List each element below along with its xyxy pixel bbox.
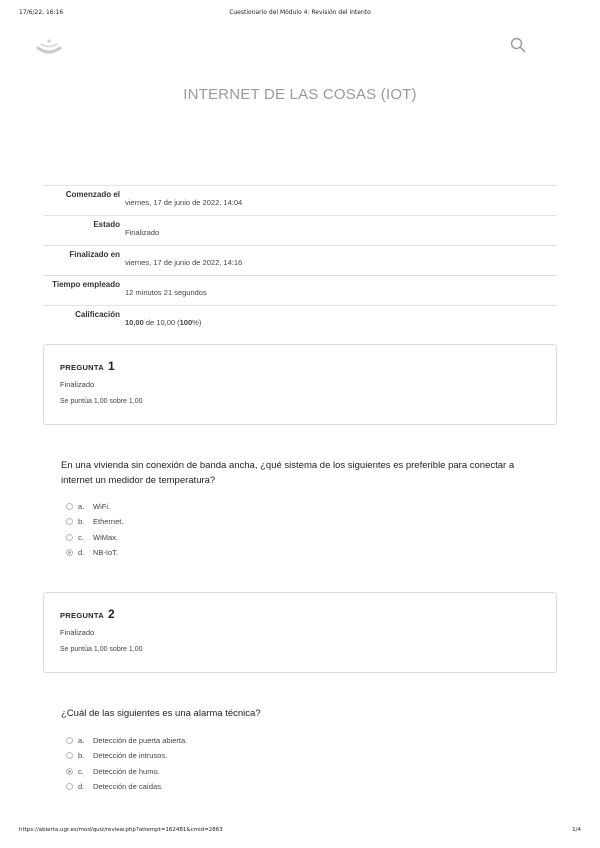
answer-letter: d.	[78, 782, 85, 792]
summary-row-grade	[43, 305, 557, 335]
print-doc-title: Cuestionario del Módulo 4: Revisión del intento	[229, 9, 371, 16]
answer-option[interactable]	[66, 530, 123, 545]
print-url: https://abierta.ugr.es/mod/quiz/review.php?attempt=162481&cmid=2863	[19, 827, 223, 833]
search-icon[interactable]	[510, 37, 526, 53]
answer-letter: a.	[78, 736, 85, 746]
radio-button[interactable]	[66, 737, 73, 744]
radio-button-selected[interactable]	[66, 768, 73, 775]
answer-text: NB-IoT.	[93, 548, 119, 558]
summary-row-state	[43, 215, 557, 245]
answer-option[interactable]	[66, 545, 123, 560]
question-word: PREGUNTA	[60, 363, 104, 372]
question-state: Finalizado	[60, 628, 95, 637]
radio-button[interactable]	[66, 503, 73, 510]
radio-button[interactable]	[66, 752, 73, 759]
answer-option[interactable]	[66, 764, 187, 779]
answer-option[interactable]	[66, 733, 187, 748]
question-text: ¿Cuál de las siguientes es una alarma técnica?	[61, 708, 261, 719]
answer-letter: c.	[78, 766, 84, 776]
answer-list	[66, 499, 123, 560]
summary-label: Calificación	[75, 310, 120, 319]
print-header	[19, 9, 581, 21]
question-number: 1	[107, 359, 115, 373]
answer-option[interactable]	[66, 499, 123, 514]
radio-button-selected[interactable]	[66, 549, 73, 556]
question-grade: Se puntúa 1,00 sobre 1,00	[60, 646, 143, 653]
print-page-number: 1/4	[572, 827, 581, 833]
summary-label: Estado	[93, 220, 120, 229]
summary-value: viernes, 17 de junio de 2022, 14:16	[125, 258, 243, 267]
summary-label: Finalizado en	[69, 250, 120, 259]
summary-row-started	[43, 185, 557, 215]
grade-percent: 100	[179, 318, 193, 327]
site-logo-icon[interactable]	[36, 36, 62, 58]
question-state: Finalizado	[60, 380, 95, 389]
answer-letter: a.	[78, 502, 85, 512]
print-footer	[19, 827, 581, 837]
answer-text: WiMax.	[93, 532, 118, 542]
answer-list	[66, 733, 187, 794]
question-word: PREGUNTA	[60, 611, 104, 620]
answer-text: Detección de humo.	[93, 766, 160, 776]
summary-label: Comenzado el	[65, 190, 120, 199]
question-text: En una vivienda sin conexión de banda ancha, ¿qué sistema de los siguientes es preferible para conectar a internet un medidor de temperatura?	[61, 460, 515, 486]
answer-letter: b.	[78, 751, 85, 761]
answer-letter: b.	[78, 517, 85, 527]
radio-button[interactable]	[66, 518, 73, 525]
answer-text: Ethernet.	[93, 517, 124, 527]
summary-value: Finalizado	[125, 228, 160, 237]
grade-close: %)	[192, 318, 202, 327]
answer-letter: d.	[78, 548, 85, 558]
attempt-summary-table	[43, 185, 557, 335]
summary-label: Tiempo empleado	[52, 280, 120, 289]
answer-text: WiFi.	[93, 502, 111, 512]
answer-option[interactable]	[66, 514, 123, 529]
grade-of: de 10,00 (	[143, 318, 180, 327]
course-title: INTERNET DE LAS COSAS (IOT)	[183, 86, 417, 103]
summary-value: viernes, 17 de junio de 2022, 14:04	[125, 198, 243, 207]
print-date: 17/6/22, 16:16	[19, 9, 64, 16]
question-info-card	[43, 344, 557, 425]
radio-button[interactable]	[66, 534, 73, 541]
question-info-card	[43, 592, 557, 673]
question-number: 2	[107, 607, 115, 621]
answer-option[interactable]	[66, 779, 187, 794]
answer-letter: c.	[78, 532, 84, 542]
answer-option[interactable]	[66, 748, 187, 763]
summary-value	[120, 306, 201, 335]
answer-text: Detección de caídas.	[93, 782, 164, 792]
answer-text: Detección de puerta abierta.	[93, 736, 188, 746]
summary-value: 12 minutos 21 segundos	[125, 288, 207, 297]
radio-button[interactable]	[66, 783, 73, 790]
answer-text: Detección de intrusos.	[93, 751, 168, 761]
grade-value: 10,00	[125, 318, 144, 327]
question-grade: Se puntúa 1,00 sobre 1,00	[60, 398, 143, 405]
summary-row-finished	[43, 245, 557, 275]
summary-row-time-taken	[43, 275, 557, 305]
